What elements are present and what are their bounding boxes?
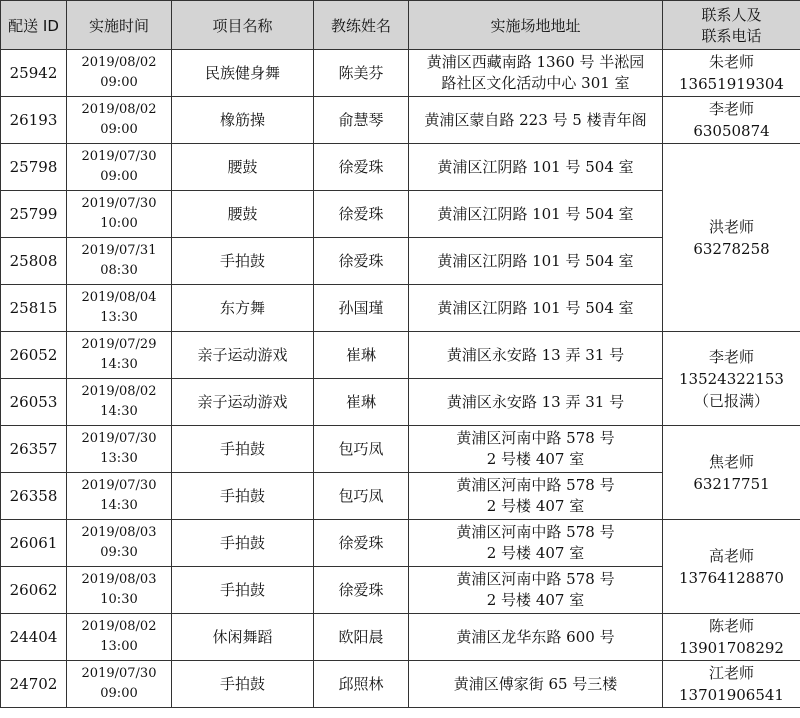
address-line: 黄浦区江阴路 101 号 504 室 (437, 251, 634, 270)
time-cell (67, 473, 172, 520)
address-cell (409, 97, 663, 144)
time-cell (67, 238, 172, 285)
time-text: 09:30 (100, 545, 138, 560)
header-label: 实施时间 (88, 16, 149, 35)
contact-cell (663, 661, 800, 708)
contact-line: 陈老师 (708, 617, 754, 635)
address-line: 黄浦区河南中路 578 号 (456, 523, 615, 541)
address-cell (409, 661, 663, 708)
date-text: 2019/08/03 (81, 572, 157, 587)
contact-line: 63217751 (693, 474, 770, 493)
delivery-id-cell: 26052 (1, 332, 67, 379)
contact-line: 李老师 (708, 347, 754, 366)
time-cell (67, 520, 172, 567)
coach-cell: 包巧凤 (314, 426, 409, 473)
contact-line: 洪老师 (708, 217, 754, 236)
coach-cell: 欧阳晨 (314, 614, 409, 661)
delivery-id-cell: 24404 (1, 614, 67, 661)
header-contact (663, 1, 800, 50)
address-cell (409, 614, 663, 661)
header-address (409, 1, 663, 50)
coach-cell: 陈美芬 (314, 50, 409, 97)
contact-line: 李老师 (708, 100, 754, 118)
address-cell (409, 285, 663, 332)
delivery-id-cell: 25798 (1, 144, 67, 191)
contact-line: 13764128870 (679, 568, 784, 587)
coach-cell: 徐爱珠 (314, 567, 409, 614)
project-cell: 手拍鼓 (172, 238, 314, 285)
date-text: 2019/07/30 (81, 431, 157, 446)
address-cell (409, 520, 663, 567)
coach-cell: 孙国瑾 (314, 285, 409, 332)
table-row (1, 97, 800, 144)
address-line: 黄浦区河南中路 578 号 (456, 570, 615, 588)
header-label: 联系电话 (701, 27, 762, 45)
contact-line: 焦老师 (708, 452, 754, 471)
time-text: 10:00 (100, 216, 138, 231)
address-cell (409, 567, 663, 614)
address-line: 黄浦区傅家街 65 号三楼 (453, 674, 618, 693)
address-line: 黄浦区西藏南路 1360 号 半淞园 (426, 53, 645, 71)
contact-cell (663, 144, 800, 332)
contact-line: 江老师 (708, 664, 754, 682)
delivery-id-cell: 25808 (1, 238, 67, 285)
project-cell: 手拍鼓 (172, 473, 314, 520)
address-cell (409, 238, 663, 285)
date-text: 2019/07/30 (81, 666, 157, 681)
address-line: 2 号楼 407 室 (486, 497, 585, 515)
coach-cell: 包巧凤 (314, 473, 409, 520)
project-cell: 亲子运动游戏 (172, 332, 314, 379)
project-cell: 腰鼓 (172, 191, 314, 238)
table-row (1, 426, 800, 473)
time-cell (67, 285, 172, 332)
time-cell (67, 332, 172, 379)
time-cell (67, 144, 172, 191)
project-cell: 手拍鼓 (172, 426, 314, 473)
address-line: 2 号楼 407 室 (486, 591, 585, 609)
address-line: 黄浦区江阴路 101 号 504 室 (437, 298, 634, 317)
address-line: 黄浦区永安路 13 弄 31 号 (446, 392, 625, 411)
date-text: 2019/07/31 (81, 243, 157, 258)
date-text: 2019/08/02 (81, 619, 157, 634)
time-text: 09:00 (100, 75, 138, 90)
contact-line: 13701906541 (679, 686, 784, 704)
project-cell: 手拍鼓 (172, 661, 314, 708)
table-body (1, 50, 800, 708)
time-text: 14:30 (100, 404, 138, 419)
delivery-id-cell: 26358 (1, 473, 67, 520)
date-text: 2019/08/04 (81, 290, 157, 305)
project-cell: 亲子运动游戏 (172, 379, 314, 426)
contact-line: 63050874 (693, 122, 770, 140)
date-text: 2019/08/02 (81, 55, 157, 70)
address-line: 2 号楼 407 室 (486, 544, 585, 562)
address-line: 黄浦区永安路 13 弄 31 号 (446, 345, 625, 364)
project-cell: 东方舞 (172, 285, 314, 332)
coach-cell: 崔琳 (314, 379, 409, 426)
time-text: 10:30 (100, 592, 138, 607)
coach-cell: 徐爱珠 (314, 144, 409, 191)
address-line: 黄浦区江阴路 101 号 504 室 (437, 157, 634, 176)
delivery-id-cell: 26193 (1, 97, 67, 144)
date-text: 2019/08/03 (81, 525, 157, 540)
header-label: 教练姓名 (330, 16, 391, 35)
contact-line: 13901708292 (679, 639, 784, 657)
contact-line: （已报满） (693, 391, 769, 410)
header-project (172, 1, 314, 50)
project-cell: 民族健身舞 (172, 50, 314, 97)
date-text: 2019/07/29 (81, 337, 157, 352)
table-row (1, 50, 800, 97)
time-cell (67, 50, 172, 97)
address-line: 黄浦区龙华东路 600 号 (456, 627, 615, 646)
address-cell (409, 144, 663, 191)
time-text: 13:00 (100, 639, 138, 654)
contact-cell (663, 97, 800, 144)
contact-cell (663, 50, 800, 97)
date-text: 2019/08/02 (81, 384, 157, 399)
project-cell: 休闲舞蹈 (172, 614, 314, 661)
time-cell (67, 614, 172, 661)
time-cell (67, 379, 172, 426)
address-cell (409, 426, 663, 473)
time-text: 13:30 (100, 451, 138, 466)
address-cell (409, 332, 663, 379)
time-cell (67, 97, 172, 144)
header-label: 联系人及 (701, 6, 762, 24)
contact-line: 高老师 (708, 546, 754, 565)
delivery-id-cell: 24702 (1, 661, 67, 708)
project-cell: 手拍鼓 (172, 520, 314, 567)
contact-cell (663, 520, 800, 614)
date-text: 2019/08/02 (81, 102, 157, 117)
address-line: 黄浦区河南中路 578 号 (456, 476, 615, 494)
time-text: 09:00 (100, 686, 138, 701)
time-text: 09:00 (100, 122, 138, 137)
contact-line: 13524322153 (679, 369, 784, 388)
delivery-id-cell: 26062 (1, 567, 67, 614)
address-line: 黄浦区江阴路 101 号 504 室 (437, 204, 634, 223)
time-text: 14:30 (100, 357, 138, 372)
table-header (1, 1, 800, 50)
time-cell (67, 426, 172, 473)
project-cell: 手拍鼓 (172, 567, 314, 614)
address-line: 黄浦区河南中路 578 号 (456, 429, 615, 447)
table-row (1, 144, 800, 191)
project-cell: 橡筋操 (172, 97, 314, 144)
delivery-id-cell: 26053 (1, 379, 67, 426)
address-cell (409, 191, 663, 238)
address-line: 黄浦区蒙自路 223 号 5 楼青年阁 (424, 110, 647, 129)
address-line: 路社区文化活动中心 301 室 (441, 74, 630, 92)
delivery-id-cell: 25942 (1, 50, 67, 97)
table-row (1, 614, 800, 661)
time-cell (67, 191, 172, 238)
contact-line: 朱老师 (708, 53, 754, 71)
table-row (1, 520, 800, 567)
contact-cell (663, 332, 800, 426)
header-time (67, 1, 172, 50)
table-row (1, 661, 800, 708)
coach-cell: 邱照林 (314, 661, 409, 708)
time-text: 14:30 (100, 498, 138, 513)
contact-cell (663, 614, 800, 661)
contact-line: 13651919304 (679, 75, 784, 93)
coach-cell: 俞慧琴 (314, 97, 409, 144)
header-label: 配送 ID (8, 16, 59, 35)
date-text: 2019/07/30 (81, 196, 157, 211)
header-label: 项目名称 (212, 16, 273, 35)
coach-cell: 徐爱珠 (314, 520, 409, 567)
delivery-id-cell: 26357 (1, 426, 67, 473)
header-coach (314, 1, 409, 50)
date-text: 2019/07/30 (81, 149, 157, 164)
header-row (1, 1, 800, 50)
time-cell (67, 661, 172, 708)
project-cell: 腰鼓 (172, 144, 314, 191)
time-text: 08:30 (100, 263, 138, 278)
date-text: 2019/07/30 (81, 478, 157, 493)
contact-cell (663, 426, 800, 520)
delivery-id-cell: 25799 (1, 191, 67, 238)
contact-line: 63278258 (693, 239, 770, 258)
address-cell (409, 50, 663, 97)
coach-cell: 徐爱珠 (314, 238, 409, 285)
delivery-id-cell: 26061 (1, 520, 67, 567)
coach-cell: 崔琳 (314, 332, 409, 379)
address-line: 2 号楼 407 室 (486, 450, 585, 468)
coach-cell: 徐爱珠 (314, 191, 409, 238)
time-cell (67, 567, 172, 614)
address-cell (409, 473, 663, 520)
header-delivery-id (1, 1, 67, 50)
time-text: 09:00 (100, 169, 138, 184)
address-cell (409, 379, 663, 426)
time-text: 13:30 (100, 310, 138, 325)
header-label: 实施场地地址 (490, 16, 581, 35)
delivery-id-cell: 25815 (1, 285, 67, 332)
table-row (1, 332, 800, 379)
